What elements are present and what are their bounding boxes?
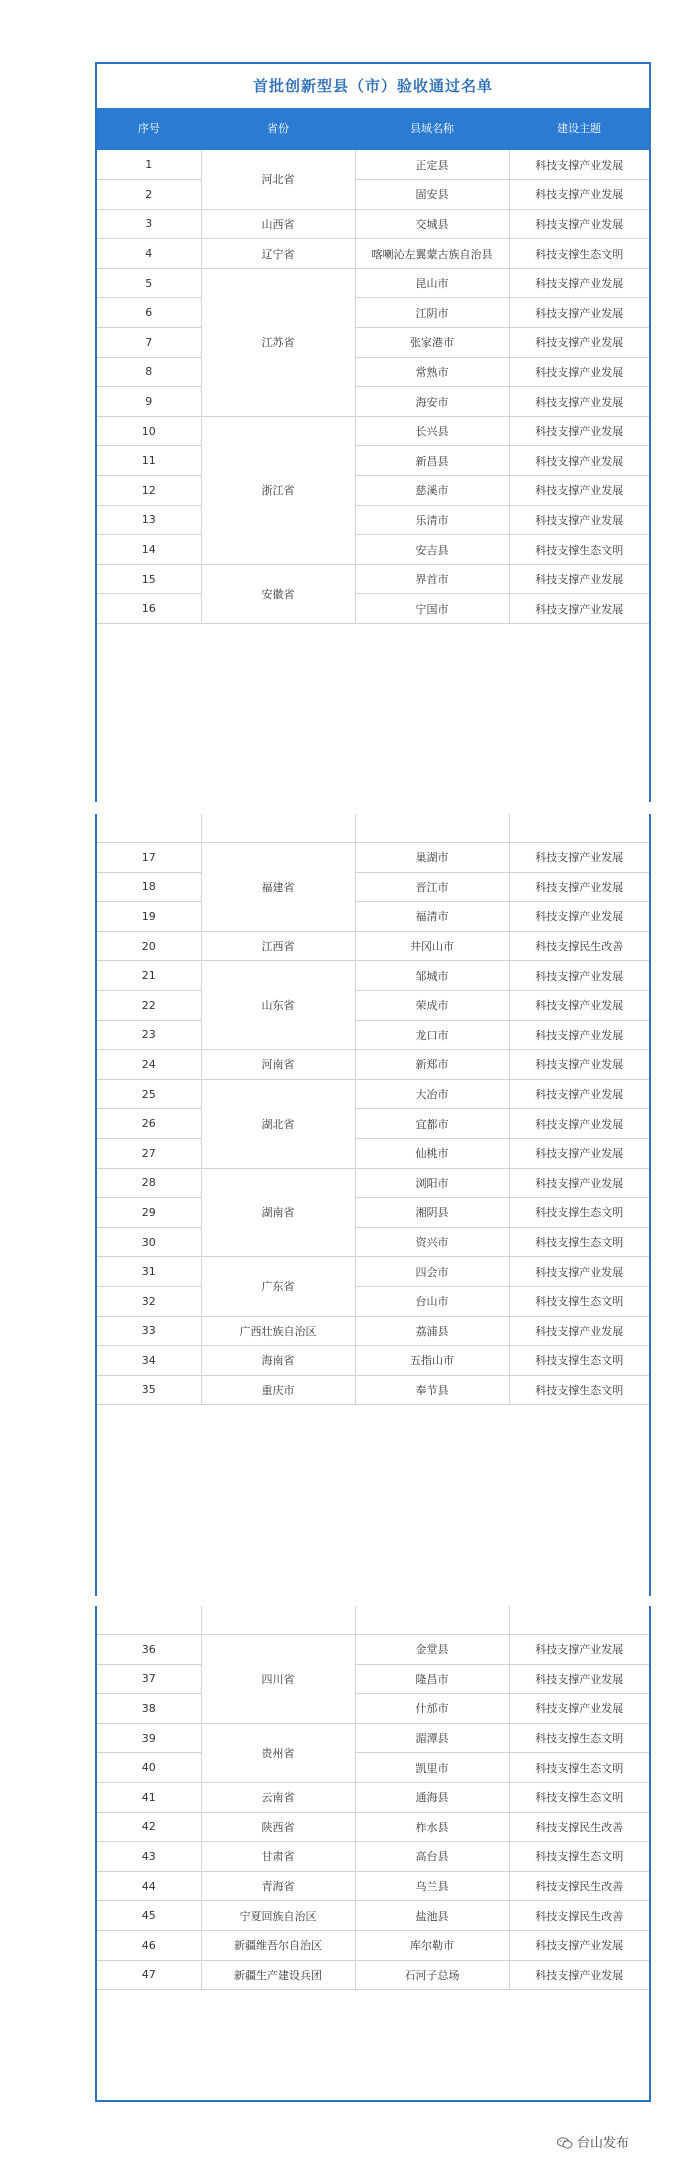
row-number: 17 xyxy=(97,843,201,873)
table-row xyxy=(97,1871,649,1901)
row-number: 7 xyxy=(97,328,201,358)
table-row xyxy=(97,843,649,873)
header-no: 序号 xyxy=(138,122,160,135)
row-number: 10 xyxy=(97,416,201,446)
theme-cell: 科技支撑生态文明 xyxy=(509,239,649,269)
roster-table xyxy=(97,814,649,1405)
county-name-cell: 仙桃市 xyxy=(355,1138,509,1168)
theme-cell: 科技支撑产业发展 xyxy=(509,1138,649,1168)
table-row xyxy=(97,1227,649,1257)
row-number: 38 xyxy=(97,1694,201,1724)
table-row xyxy=(97,1109,649,1139)
table-header xyxy=(97,108,649,150)
county-name-cell: 资兴市 xyxy=(355,1227,509,1257)
empty-cell xyxy=(97,814,201,843)
county-name-cell: 四会市 xyxy=(355,1257,509,1287)
table-row xyxy=(97,1782,649,1812)
county-name-cell: 石河子总场 xyxy=(355,1960,509,1990)
county-name-cell: 盐池县 xyxy=(355,1901,509,1931)
county-name-cell: 江阴市 xyxy=(355,298,509,328)
table-row xyxy=(97,902,649,932)
theme-cell: 科技支撑民生改善 xyxy=(509,931,649,961)
county-name-cell: 邹城市 xyxy=(355,961,509,991)
county-name-cell: 长兴县 xyxy=(355,416,509,446)
table-row xyxy=(97,564,649,594)
table-row xyxy=(97,1316,649,1346)
row-number: 30 xyxy=(97,1227,201,1257)
table-part-2 xyxy=(95,814,651,1596)
county-name-cell: 五指山市 xyxy=(355,1346,509,1376)
county-name-cell: 什邡市 xyxy=(355,1694,509,1724)
theme-cell: 科技支撑产业发展 xyxy=(509,476,649,506)
county-name-cell: 荣成市 xyxy=(355,990,509,1020)
page-title: 首批创新型县（市）验收通过名单 xyxy=(252,77,493,95)
county-name-cell: 库尔勒市 xyxy=(355,1930,509,1960)
table-row xyxy=(97,150,649,180)
table-row xyxy=(97,1079,649,1109)
row-number: 29 xyxy=(97,1198,201,1228)
table-row xyxy=(97,1930,649,1960)
theme-cell: 科技支撑生态文明 xyxy=(509,535,649,565)
province-cell: 新疆生产建设兵团 xyxy=(201,1960,355,1990)
province-cell: 山东省 xyxy=(201,961,355,1050)
theme-cell: 科技支撑产业发展 xyxy=(509,564,649,594)
theme-cell: 科技支撑生态文明 xyxy=(509,1375,649,1405)
row-number: 21 xyxy=(97,961,201,991)
theme-cell: 科技支撑产业发展 xyxy=(509,446,649,476)
theme-cell: 科技支撑产业发展 xyxy=(509,416,649,446)
province-cell: 江西省 xyxy=(201,931,355,961)
county-name-cell: 新郑市 xyxy=(355,1050,509,1080)
row-number: 13 xyxy=(97,505,201,535)
empty-cell xyxy=(509,1606,649,1635)
row-number: 46 xyxy=(97,1930,201,1960)
theme-cell: 科技支撑产业发展 xyxy=(509,1694,649,1724)
table-row xyxy=(97,1664,649,1694)
theme-cell: 科技支撑生态文明 xyxy=(509,1198,649,1228)
table-row xyxy=(97,1812,649,1842)
theme-cell: 科技支撑产业发展 xyxy=(509,1960,649,1990)
theme-cell: 科技支撑产业发展 xyxy=(509,1079,649,1109)
table-row xyxy=(97,1960,649,1990)
row-number: 20 xyxy=(97,931,201,961)
table-row xyxy=(97,209,649,239)
spacer-row xyxy=(97,814,649,843)
empty-cell xyxy=(355,1606,509,1635)
table-row xyxy=(97,1198,649,1228)
table-row xyxy=(97,990,649,1020)
row-number: 42 xyxy=(97,1812,201,1842)
table-row xyxy=(97,1901,649,1931)
empty-cell xyxy=(509,814,649,843)
province-cell: 四川省 xyxy=(201,1635,355,1724)
row-number: 32 xyxy=(97,1286,201,1316)
county-name-cell: 海安市 xyxy=(355,387,509,417)
theme-cell: 科技支撑生态文明 xyxy=(509,1227,649,1257)
theme-cell: 科技支撑民生改善 xyxy=(509,1871,649,1901)
county-name-cell: 乐清市 xyxy=(355,505,509,535)
province-cell: 新疆维吾尔自治区 xyxy=(201,1930,355,1960)
theme-cell: 科技支撑产业发展 xyxy=(509,1020,649,1050)
province-cell: 重庆市 xyxy=(201,1375,355,1405)
row-number: 41 xyxy=(97,1782,201,1812)
header-province: 省份 xyxy=(267,122,289,135)
theme-cell: 科技支撑产业发展 xyxy=(509,1050,649,1080)
theme-cell: 科技支撑产业发展 xyxy=(509,150,649,180)
row-number: 5 xyxy=(97,268,201,298)
theme-cell: 科技支撑产业发展 xyxy=(509,1664,649,1694)
county-name-cell: 浏阳市 xyxy=(355,1168,509,1198)
theme-cell: 科技支撑产业发展 xyxy=(509,180,649,210)
table-part-3 xyxy=(95,1606,651,2102)
county-name-cell: 高台县 xyxy=(355,1842,509,1872)
county-name-cell: 凯里市 xyxy=(355,1753,509,1783)
county-name-cell: 奉节县 xyxy=(355,1375,509,1405)
county-name-cell: 金堂县 xyxy=(355,1635,509,1665)
province-cell: 云南省 xyxy=(201,1782,355,1812)
county-name-cell: 宁国市 xyxy=(355,594,509,624)
province-cell: 辽宁省 xyxy=(201,239,355,269)
table-part-1 xyxy=(95,62,651,802)
theme-cell: 科技支撑产业发展 xyxy=(509,328,649,358)
theme-cell: 科技支撑产业发展 xyxy=(509,1257,649,1287)
province-cell: 湖北省 xyxy=(201,1079,355,1168)
theme-cell: 科技支撑产业发展 xyxy=(509,505,649,535)
theme-cell: 科技支撑产业发展 xyxy=(509,1316,649,1346)
row-number: 12 xyxy=(97,476,201,506)
theme-cell: 科技支撑生态文明 xyxy=(509,1782,649,1812)
county-name-cell: 巢湖市 xyxy=(355,843,509,873)
watermark xyxy=(557,2132,629,2151)
province-cell: 广西壮族自治区 xyxy=(201,1316,355,1346)
table-row xyxy=(97,1375,649,1405)
table-row xyxy=(97,1286,649,1316)
table-row xyxy=(97,535,649,565)
row-number: 24 xyxy=(97,1050,201,1080)
table-row xyxy=(97,1257,649,1287)
row-number: 14 xyxy=(97,535,201,565)
table-row xyxy=(97,1138,649,1168)
theme-cell: 科技支撑产业发展 xyxy=(509,1109,649,1139)
theme-cell: 科技支撑生态文明 xyxy=(509,1286,649,1316)
theme-cell: 科技支撑生态文明 xyxy=(509,1753,649,1783)
row-number: 31 xyxy=(97,1257,201,1287)
theme-cell: 科技支撑产业发展 xyxy=(509,1635,649,1665)
row-number: 45 xyxy=(97,1901,201,1931)
row-number: 15 xyxy=(97,564,201,594)
table-row xyxy=(97,416,649,446)
table-row xyxy=(97,446,649,476)
province-cell: 河南省 xyxy=(201,1050,355,1080)
county-name-cell: 常熟市 xyxy=(355,357,509,387)
row-number: 3 xyxy=(97,209,201,239)
county-name-cell: 湘阴县 xyxy=(355,1198,509,1228)
theme-cell: 科技支撑民生改善 xyxy=(509,1812,649,1842)
table-row xyxy=(97,476,649,506)
row-number: 4 xyxy=(97,239,201,269)
theme-cell: 科技支撑产业发展 xyxy=(509,990,649,1020)
table-row xyxy=(97,1635,649,1665)
table-row xyxy=(97,961,649,991)
table-row xyxy=(97,1694,649,1724)
province-cell: 湖南省 xyxy=(201,1168,355,1257)
row-number: 26 xyxy=(97,1109,201,1139)
theme-cell: 科技支撑产业发展 xyxy=(509,387,649,417)
county-name-cell: 福清市 xyxy=(355,902,509,932)
theme-cell: 科技支撑民生改善 xyxy=(509,1901,649,1931)
row-number: 28 xyxy=(97,1168,201,1198)
wechat-icon xyxy=(557,2137,573,2149)
province-cell: 海南省 xyxy=(201,1346,355,1376)
county-name-cell: 交城县 xyxy=(355,209,509,239)
county-name-cell: 通海县 xyxy=(355,1782,509,1812)
table-row xyxy=(97,239,649,269)
row-number: 1 xyxy=(97,150,201,180)
county-name-cell: 隆昌市 xyxy=(355,1664,509,1694)
theme-cell: 科技支撑产业发展 xyxy=(509,594,649,624)
row-number: 40 xyxy=(97,1753,201,1783)
county-name-cell: 大冶市 xyxy=(355,1079,509,1109)
table-row xyxy=(97,1346,649,1376)
theme-cell: 科技支撑产业发展 xyxy=(509,902,649,932)
table-row xyxy=(97,268,649,298)
table-row xyxy=(97,505,649,535)
theme-cell: 科技支撑生态文明 xyxy=(509,1842,649,1872)
table-row xyxy=(97,1723,649,1753)
row-number: 11 xyxy=(97,446,201,476)
header-county: 县域名称 xyxy=(410,122,454,135)
table-row xyxy=(97,594,649,624)
row-number: 27 xyxy=(97,1138,201,1168)
province-cell: 陕西省 xyxy=(201,1812,355,1842)
province-cell: 河北省 xyxy=(201,150,355,209)
county-name-cell: 龙口市 xyxy=(355,1020,509,1050)
row-number: 2 xyxy=(97,180,201,210)
roster-table xyxy=(97,1606,649,1990)
empty-cell xyxy=(201,1606,355,1635)
province-cell: 山西省 xyxy=(201,209,355,239)
table-row xyxy=(97,1020,649,1050)
table-row xyxy=(97,1050,649,1080)
county-name-cell: 喀喇沁左翼蒙古族自治县 xyxy=(355,239,509,269)
roster-table xyxy=(97,150,649,624)
theme-cell: 科技支撑产业发展 xyxy=(509,268,649,298)
theme-cell: 科技支撑产业发展 xyxy=(509,357,649,387)
county-name-cell: 乌兰县 xyxy=(355,1871,509,1901)
county-name-cell: 张家港市 xyxy=(355,328,509,358)
row-number: 43 xyxy=(97,1842,201,1872)
province-cell: 甘肃省 xyxy=(201,1842,355,1872)
row-number: 8 xyxy=(97,357,201,387)
table-row xyxy=(97,1842,649,1872)
table-row xyxy=(97,328,649,358)
empty-cell xyxy=(201,814,355,843)
theme-cell: 科技支撑生态文明 xyxy=(509,1723,649,1753)
county-name-cell: 晋江市 xyxy=(355,872,509,902)
row-number: 44 xyxy=(97,1871,201,1901)
row-number: 36 xyxy=(97,1635,201,1665)
table-row xyxy=(97,1168,649,1198)
row-number: 33 xyxy=(97,1316,201,1346)
province-cell: 青海省 xyxy=(201,1871,355,1901)
row-number: 37 xyxy=(97,1664,201,1694)
county-name-cell: 柞水县 xyxy=(355,1812,509,1842)
theme-cell: 科技支撑产业发展 xyxy=(509,209,649,239)
row-number: 35 xyxy=(97,1375,201,1405)
row-number: 18 xyxy=(97,872,201,902)
row-number: 34 xyxy=(97,1346,201,1376)
theme-cell: 科技支撑生态文明 xyxy=(509,1346,649,1376)
row-number: 19 xyxy=(97,902,201,932)
empty-cell xyxy=(97,1606,201,1635)
province-cell: 贵州省 xyxy=(201,1723,355,1782)
table-row xyxy=(97,180,649,210)
row-number: 23 xyxy=(97,1020,201,1050)
row-number: 9 xyxy=(97,387,201,417)
county-name-cell: 慈溪市 xyxy=(355,476,509,506)
table-row xyxy=(97,872,649,902)
county-name-cell: 宜都市 xyxy=(355,1109,509,1139)
county-name-cell: 安吉县 xyxy=(355,535,509,565)
province-cell: 安徽省 xyxy=(201,564,355,623)
province-cell: 广东省 xyxy=(201,1257,355,1316)
table-row xyxy=(97,1753,649,1783)
theme-cell: 科技支撑产业发展 xyxy=(509,1930,649,1960)
province-cell: 宁夏回族自治区 xyxy=(201,1901,355,1931)
theme-cell: 科技支撑产业发展 xyxy=(509,1168,649,1198)
theme-cell: 科技支撑产业发展 xyxy=(509,298,649,328)
theme-cell: 科技支撑产业发展 xyxy=(509,961,649,991)
county-name-cell: 湄潭县 xyxy=(355,1723,509,1753)
row-number: 6 xyxy=(97,298,201,328)
header-theme: 建设主题 xyxy=(557,122,601,135)
spacer-row xyxy=(97,1606,649,1635)
county-name-cell: 固安县 xyxy=(355,180,509,210)
county-name-cell: 昆山市 xyxy=(355,268,509,298)
county-name-cell: 界首市 xyxy=(355,564,509,594)
watermark-text: 台山发布 xyxy=(577,2136,630,2151)
county-name-cell: 新昌县 xyxy=(355,446,509,476)
theme-cell: 科技支撑产业发展 xyxy=(509,843,649,873)
table-row xyxy=(97,357,649,387)
county-name-cell: 井冈山市 xyxy=(355,931,509,961)
theme-cell: 科技支撑产业发展 xyxy=(509,872,649,902)
row-number: 16 xyxy=(97,594,201,624)
province-cell: 江苏省 xyxy=(201,268,355,416)
table-row xyxy=(97,387,649,417)
province-cell: 浙江省 xyxy=(201,416,355,564)
row-number: 39 xyxy=(97,1723,201,1753)
row-number: 25 xyxy=(97,1079,201,1109)
province-cell: 福建省 xyxy=(201,843,355,932)
empty-cell xyxy=(355,814,509,843)
county-name-cell: 荔浦县 xyxy=(355,1316,509,1346)
county-name-cell: 台山市 xyxy=(355,1286,509,1316)
table-row xyxy=(97,298,649,328)
county-name-cell: 正定县 xyxy=(355,150,509,180)
table-row xyxy=(97,931,649,961)
row-number: 47 xyxy=(97,1960,201,1990)
row-number: 22 xyxy=(97,990,201,1020)
